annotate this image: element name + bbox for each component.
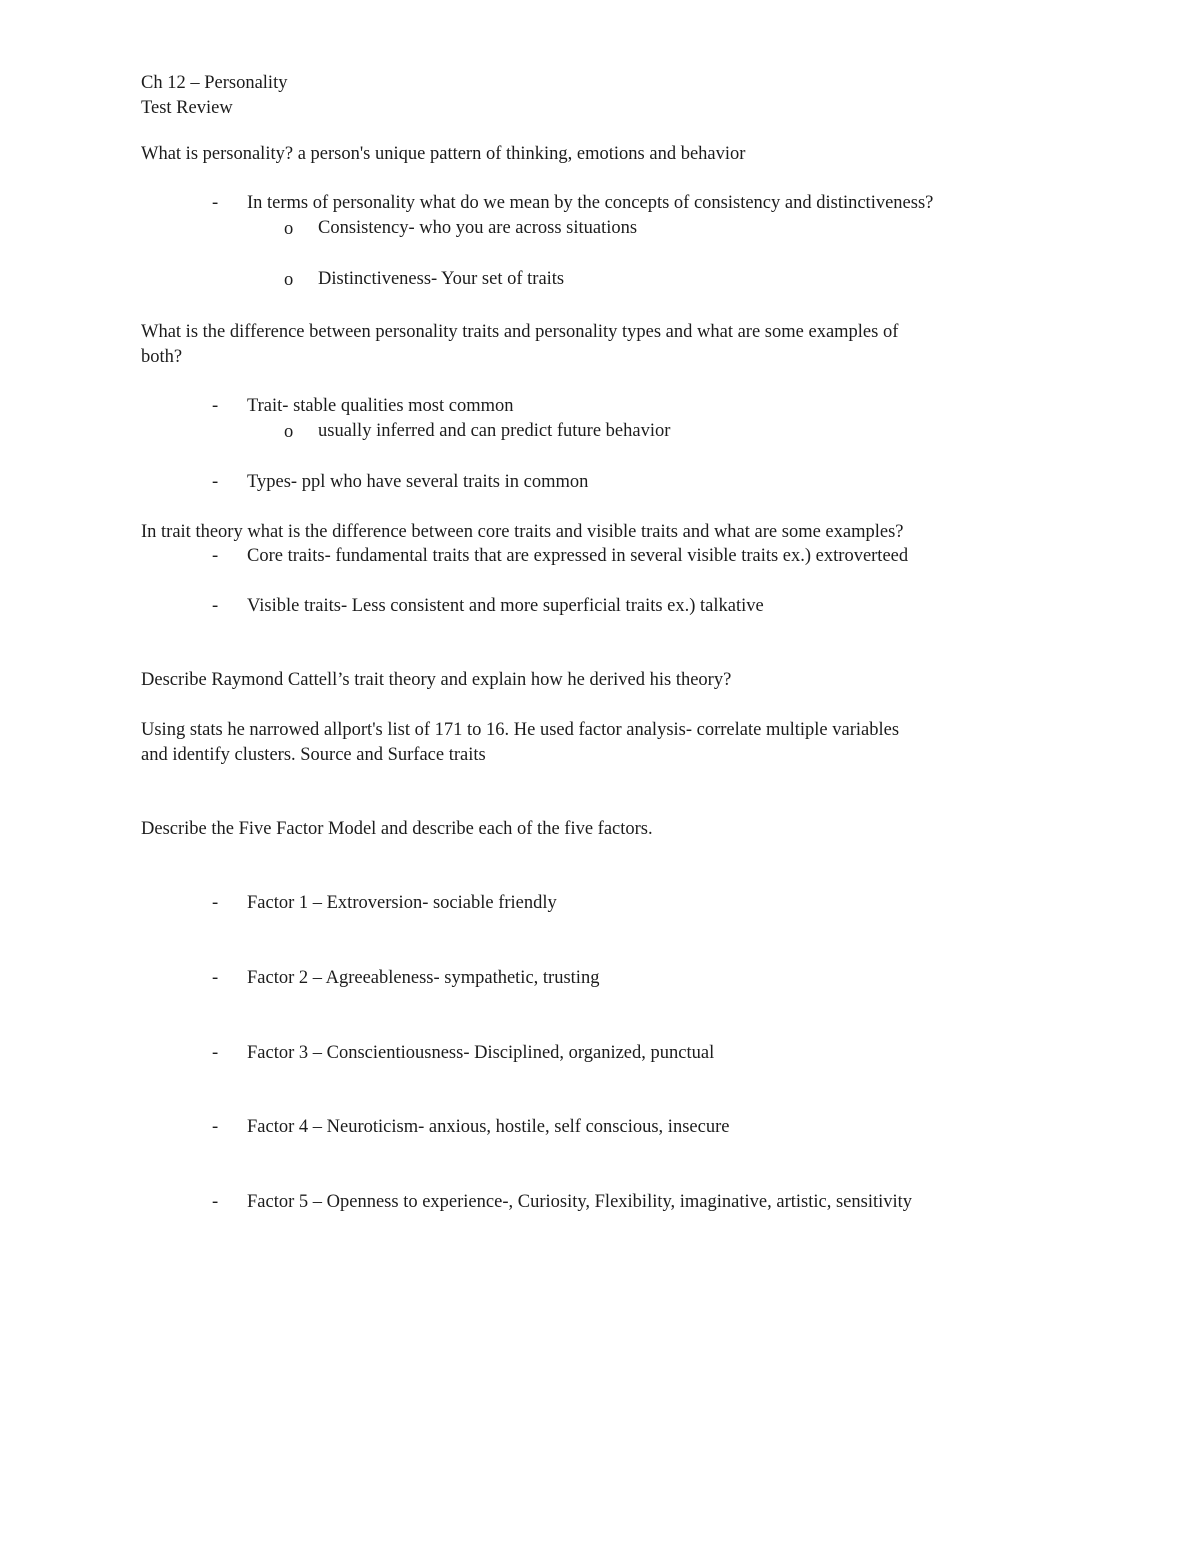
- q2-bullet-trait: Trait- stable qualities most common: [247, 396, 514, 416]
- dash-marker: -: [212, 546, 219, 566]
- q1-bullet: In terms of personality what do we mean by the concepts of consistency and distinctiveness?: [247, 193, 934, 213]
- dash-marker: -: [212, 396, 219, 416]
- dash-marker: -: [212, 193, 219, 213]
- circle-marker: o: [284, 270, 294, 290]
- dash-marker: -: [212, 1192, 219, 1212]
- factor-1: Factor 1 – Extroversion- sociable friendly: [247, 893, 557, 913]
- factor-5: Factor 5 – Openness to experience-, Curiosity, Flexibility, imaginative, artistic, sensitivity: [247, 1192, 913, 1212]
- q3-bullet-core: Core traits- fundamental traits that are expressed in several visible traits ex.) extroverteed: [247, 546, 909, 566]
- dash-marker: -: [212, 596, 219, 616]
- question-5: Describe the Five Factor Model and describe each of the five factors.: [141, 819, 653, 839]
- q1-sub-distinctiveness: Distinctiveness- Your set of traits: [318, 269, 565, 289]
- question-4: Describe Raymond Cattell’s trait theory and explain how he derived his theory?: [141, 670, 732, 690]
- doc-subtitle: Test Review: [141, 98, 233, 118]
- q2-bullet-trait-sub: usually inferred and can predict future behavior: [318, 421, 671, 441]
- dash-marker: -: [212, 1043, 219, 1063]
- dash-marker: -: [212, 968, 219, 988]
- question-2-line-2: both?: [141, 347, 183, 367]
- q3-bullet-visible: Visible traits- Less consistent and more superficial traits ex.) talkative: [247, 596, 764, 616]
- q1-sub-consistency: Consistency- who you are across situations: [318, 218, 638, 238]
- factor-2: Factor 2 – Agreeableness- sympathetic, trusting: [247, 968, 600, 988]
- dash-marker: -: [212, 472, 219, 492]
- circle-marker: o: [284, 422, 294, 442]
- q4-answer-line-2: and identify clusters. Source and Surface traits: [141, 745, 486, 765]
- question-3: In trait theory what is the difference between core traits and visible traits and what are some examples?: [141, 522, 904, 542]
- q4-answer-line-1: Using stats he narrowed allport's list of 171 to 16. He used factor analysis- correlate multiple variables: [141, 720, 900, 740]
- factor-3: Factor 3 – Conscientiousness- Disciplined, organized, punctual: [247, 1043, 715, 1063]
- dash-marker: -: [212, 893, 219, 913]
- q2-bullet-types: Types- ppl who have several traits in common: [247, 472, 589, 492]
- question-1: What is personality? a person's unique pattern of thinking, emotions and behavior: [141, 144, 746, 164]
- factor-4: Factor 4 – Neuroticism- anxious, hostile, self conscious, insecure: [247, 1117, 730, 1137]
- circle-marker: o: [284, 219, 294, 239]
- question-2-line-1: What is the difference between personality traits and personality types and what are some examples of: [141, 322, 899, 342]
- doc-title: Ch 12 – Personality: [141, 73, 288, 93]
- dash-marker: -: [212, 1117, 219, 1137]
